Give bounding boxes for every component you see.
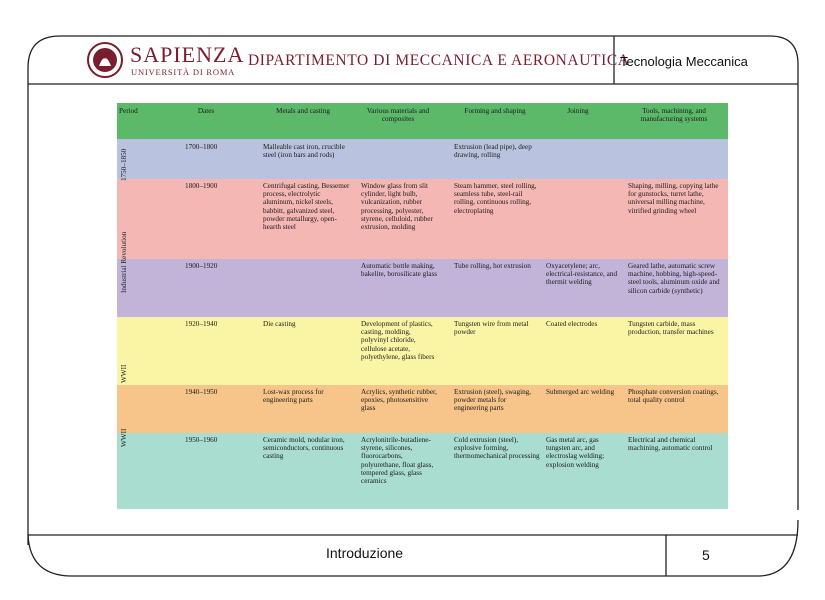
page-number: 5 xyxy=(702,547,710,563)
period-label-ww1: WWII xyxy=(120,364,128,383)
row-forming: Tube rolling, hot extrusion xyxy=(454,262,531,270)
row-tools: Phosphate conversion coatings, total quality control xyxy=(628,388,719,405)
university-seal-icon xyxy=(86,40,124,80)
manufacturing-history-table xyxy=(117,103,728,509)
footer-title: Introduzione xyxy=(326,545,404,561)
col-header-materials: Various materials and composites xyxy=(366,107,430,124)
row-dates: 1950–1960 xyxy=(185,436,218,444)
table-row xyxy=(117,259,728,317)
row-metals: Malleable cast iron, crucible steel (iron bars and rods) xyxy=(263,143,345,160)
row-forming: Extrusion (steel), swaging, powder metals for engineering parts xyxy=(454,388,532,413)
row-dates: 1800–1900 xyxy=(185,182,218,190)
col-header-period: Period xyxy=(119,107,138,115)
period-label-industrial-revolution: Industrial Revolution xyxy=(120,231,128,293)
row-materials: Acrylics, synthetic rubber, epoxies, photosensitive glass xyxy=(361,388,437,413)
table-header xyxy=(117,103,728,139)
course-title: Tecnologia Meccanica xyxy=(620,54,748,69)
table-row xyxy=(117,433,728,509)
row-dates: 1900–1920 xyxy=(185,262,218,270)
row-joining: Submerged arc welding xyxy=(546,388,615,396)
row-forming: Cold extrusion (steel), explosive forming, thermomechanical processing xyxy=(454,436,540,461)
logo-subtitle: UNIVERSITÀ DI ROMA xyxy=(131,67,236,77)
row-materials: Development of plastics, casting, molding, polyvinyl chloride, cellulose acetate, polyethylene, glass fibers xyxy=(361,320,435,361)
table-row xyxy=(117,179,728,259)
row-dates: 1700–1800 xyxy=(185,143,218,151)
row-forming: Steam hammer, steel rolling, seamless tube, steel-rail rolling, continuous rolling, electroplating xyxy=(454,182,537,215)
row-materials: Window glass from slit cylinder, light bulb, vulcanization, rubber processing, polyester, styrene, celluloid, rubber extrusion, molding xyxy=(361,182,433,232)
logo-name: SAPIENZA xyxy=(130,42,245,67)
row-tools: Geared lathe, automatic screw machine, hobbing, high-speed-steel tools, aluminum oxide and silicon carbide (synthetic) xyxy=(628,262,720,295)
col-header-dates: Dates xyxy=(197,107,215,115)
period-label-ww2: WWII xyxy=(120,428,128,447)
row-metals: Centrifugal casting, Bessemer process, electrolytic aluminum, nickel steels, babbitt, galvanized steel, powder metallurgy, open-hearth steel xyxy=(263,182,350,232)
row-materials: Acrylonitrile-butadiene-styrene, silicones, fluorocarbons, polyurethane, float glass, tempered glass, glass ceramics xyxy=(361,436,434,486)
department-title: DIPARTIMENTO DI MECCANICA E AERONAUTICA xyxy=(248,52,630,69)
row-tools: Tungsten carbide, mass production, transfer machines xyxy=(628,320,714,337)
col-header-metals: Metals and casting xyxy=(276,107,330,115)
row-dates: 1920–1940 xyxy=(185,320,218,328)
table-row xyxy=(117,317,728,385)
row-metals: Die casting xyxy=(263,320,296,328)
row-materials: Automatic bottle making, bakelite, borosilicate glass xyxy=(361,262,438,279)
row-metals: Lost-wax process for engineering parts xyxy=(263,388,324,405)
sapienza-logo xyxy=(86,40,245,82)
table-row xyxy=(117,139,728,179)
row-dates: 1940–1950 xyxy=(185,388,218,396)
period-label-1750: 1750–1850 xyxy=(120,148,128,181)
row-tools: Electrical and chemical machining, automatic control xyxy=(628,436,713,453)
row-forming: Tungsten wire from metal powder xyxy=(454,320,529,337)
row-metals: Ceramic mold, nodular iron, semiconductors, continuous casting xyxy=(263,436,345,461)
col-header-tools: Tools, machining, and manufacturing systems xyxy=(640,107,708,124)
row-tools: Shaping, milling, copying lathe for gunstocks, turret lathe, universal milling machine, vitrified grinding wheel xyxy=(628,182,719,215)
row-forming: Extrusion (lead pipe), deep drawing, rolling xyxy=(454,143,532,160)
col-header-joining: Joining xyxy=(567,107,589,115)
table-row xyxy=(117,385,728,433)
row-joining: Coated electrodes xyxy=(546,320,598,328)
row-joining: Oxyacetylene; arc, electrical-resistance, and thermit welding xyxy=(546,262,618,287)
row-joining: Gas metal arc, gas tungsten arc, and electroslag welding; explosion welding xyxy=(546,436,605,469)
col-header-forming: Forming and shaping xyxy=(464,107,526,115)
